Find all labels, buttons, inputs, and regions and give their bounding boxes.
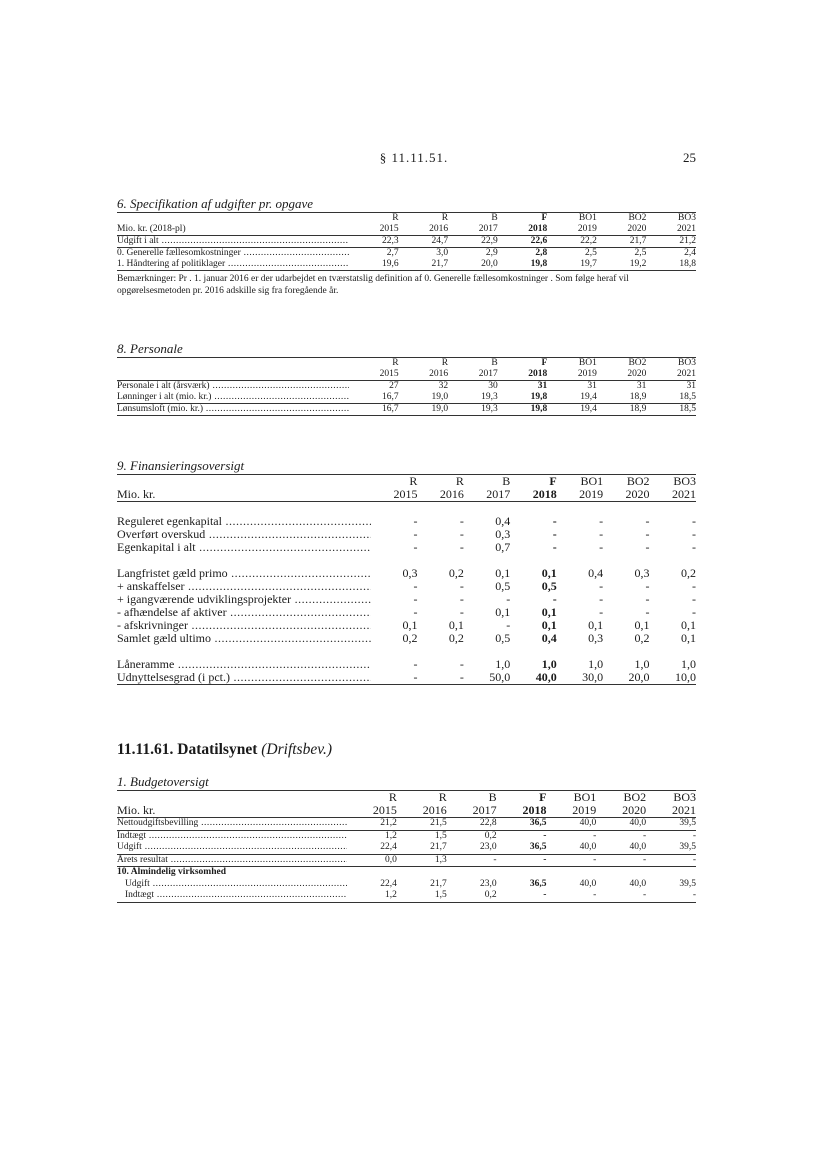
cell-value: 2,5	[584, 248, 597, 258]
cell-value: -	[459, 656, 464, 671]
cell-value: 19,8	[530, 259, 548, 269]
row-label-header: Mio. kr. (2018-pl)	[117, 224, 186, 234]
column-kinds-row	[117, 213, 696, 225]
cell-value: 40,0	[629, 842, 647, 852]
cell-value: 40,0	[579, 878, 597, 889]
column-year-header: 2021	[677, 224, 696, 234]
group-heading: 10. Almindelig virksomhed	[117, 867, 226, 877]
cell-value: 19,3	[481, 404, 498, 414]
cell-value: -	[645, 539, 650, 554]
column-kind-header: B	[502, 474, 511, 488]
cell-value: 2,8	[535, 248, 548, 258]
column-kind-header: B	[491, 358, 498, 368]
cell-value: 21,5	[430, 818, 447, 828]
cell-value: 20,0	[481, 259, 498, 269]
column-kind-header: R	[441, 213, 449, 223]
cell-value: -	[506, 591, 511, 606]
cell-value: 19,4	[580, 392, 597, 402]
column-year-header: 2018	[522, 803, 547, 817]
cell-value: -	[543, 890, 547, 900]
cell-value: -	[692, 830, 697, 841]
cell-value: 0,4	[588, 565, 604, 580]
table-row	[117, 593, 696, 606]
cell-value: -	[692, 854, 697, 865]
cell-value: -	[599, 591, 604, 606]
table-row	[117, 842, 696, 854]
cell-value: 31	[636, 381, 647, 391]
column-year-header: 2020	[622, 803, 647, 817]
cell-value: -	[459, 578, 464, 593]
row-label: Personale i alt (årsværk) .....	[117, 381, 349, 393]
column-kinds-row	[117, 475, 696, 489]
cell-value: 36,5	[529, 878, 547, 889]
section-6-table	[117, 212, 696, 271]
cell-value: 22,3	[381, 236, 399, 246]
cell-value: 19,2	[629, 259, 647, 269]
cell-value: 2,7	[386, 248, 399, 258]
cell-value: 0,2	[484, 830, 497, 841]
row-label: - afskrivninger .....	[117, 619, 371, 632]
column-year-header: 2018	[532, 487, 557, 501]
cell-value: -	[642, 830, 647, 841]
cell-value: 1,0	[495, 656, 511, 671]
column-year-header: 2015	[393, 487, 418, 501]
cell-value: 24,7	[431, 236, 449, 246]
row-label: Årets resultat .....	[117, 854, 347, 867]
column-years-row	[117, 804, 696, 818]
row-label: Udnyttelsesgrad (i pct.) .....	[117, 671, 371, 685]
table-row	[117, 854, 696, 867]
cell-value: 18,5	[679, 392, 696, 402]
section-9-financing	[117, 458, 696, 685]
cell-value: 40,0	[579, 818, 597, 828]
section-8-title: 8. Personale	[117, 341, 183, 356]
cell-value: 36,5	[529, 842, 547, 852]
cell-value: 0,1	[495, 565, 511, 580]
cell-value: -	[645, 578, 650, 593]
cell-value: 0,4	[495, 513, 511, 528]
cell-value: 0,1	[448, 617, 464, 632]
column-kind-header: F	[539, 790, 547, 804]
cell-value: 1,0	[541, 656, 557, 671]
datatilsynet-heading	[117, 741, 696, 759]
table-row	[117, 879, 696, 891]
column-kind-header: F	[541, 358, 548, 368]
cell-value: 22,4	[380, 842, 397, 852]
cell-value: 0,2	[484, 890, 497, 900]
cell-value: -	[645, 513, 650, 528]
table-row	[117, 248, 696, 260]
column-kind-header: F	[549, 474, 557, 488]
cell-value: -	[459, 539, 464, 554]
column-year-header: 2016	[422, 803, 447, 817]
cell-value: 21,7	[629, 236, 647, 246]
column-kind-header: R	[455, 474, 464, 488]
cell-value: 0,1	[634, 617, 650, 632]
cell-value: -	[552, 526, 557, 541]
cell-value: 1,0	[634, 656, 650, 671]
cell-value: 40,0	[579, 842, 597, 852]
column-kind-header: B	[488, 790, 497, 804]
column-kind-header: B	[491, 213, 498, 223]
row-label: Lønninger i alt (mio. kr.) .....	[117, 392, 349, 404]
column-kind-header: BO3	[678, 213, 696, 223]
column-year-header: 2020	[625, 487, 650, 501]
row-label: + igangværende udviklingsprojekter .....	[117, 593, 371, 606]
table-row	[117, 392, 696, 404]
column-year-header: 2019	[577, 224, 597, 234]
cell-value: -	[645, 604, 650, 619]
section-8-table	[117, 357, 696, 416]
remarks-note: Bemærkninger: Pr . 1. januar 2016 er der udarbejdet en tværstatslig definition af 0. Generelle fællesomkostninger . Som følge heraf vil opgørelsesmetoden pr. 2016 adskille sig fra foregående år.	[117, 274, 629, 296]
cell-value: -	[642, 890, 647, 900]
column-kind-header: BO1	[578, 213, 597, 223]
cell-value: 2,5	[634, 248, 647, 258]
cell-value: -	[552, 513, 557, 528]
cell-value: 1,5	[434, 830, 447, 841]
cell-value: -	[692, 604, 696, 619]
cell-value: -	[459, 591, 464, 606]
section-8-personnel	[117, 341, 696, 416]
table-row	[117, 541, 696, 554]
cell-value: 3,0	[436, 248, 449, 258]
cell-value: 0,5	[495, 630, 511, 645]
table-row	[117, 515, 696, 528]
row-label: Udgift .....	[117, 842, 347, 854]
row-label: + anskaffelser .....	[117, 580, 371, 593]
column-year-header: 2020	[627, 369, 647, 379]
cell-value: 10,0	[675, 669, 696, 684]
section-reference: § 11.11.51.	[379, 150, 449, 165]
row-label: 1. Håndtering af politiklager .....	[117, 259, 349, 271]
cell-value: 0,2	[448, 565, 464, 580]
column-year-header: 2021	[677, 369, 696, 379]
cell-value: 0,5	[541, 578, 557, 593]
cell-value: 0,3	[402, 565, 418, 580]
cell-value: 0,2	[402, 630, 418, 645]
row-label: Samlet gæld ultimo .....	[117, 632, 371, 645]
section-1-title: 1. Budgetoversigt	[117, 774, 209, 789]
row-label: Nettoudgiftsbevilling .....	[117, 818, 347, 831]
column-years-row	[117, 224, 696, 236]
cell-value: 19,0	[431, 404, 449, 414]
row-label: 0. Generelle fællesomkostninger .....	[117, 248, 349, 260]
cell-value: 31	[537, 381, 548, 391]
cell-value: 19,8	[530, 392, 548, 402]
cell-value: -	[459, 513, 464, 528]
table-row	[117, 658, 696, 671]
cell-value: 40,0	[535, 669, 557, 684]
cell-value: 0,3	[495, 526, 511, 541]
column-year-header: 2016	[429, 224, 449, 234]
cell-value: -	[543, 830, 547, 841]
column-kind-header: R	[441, 358, 449, 368]
table-row	[117, 528, 696, 541]
column-kind-header: R	[392, 358, 399, 368]
cell-value: -	[692, 513, 696, 528]
column-kind-header: R	[392, 213, 399, 223]
column-kind-header: BO2	[628, 213, 647, 223]
cell-value: 21,2	[679, 236, 696, 246]
cell-value: 2,4	[684, 248, 696, 258]
column-year-header: 2021	[672, 487, 696, 501]
cell-value: 0,3	[588, 630, 604, 645]
cell-value: 19,6	[381, 259, 399, 269]
cell-value: 18,8	[679, 259, 696, 269]
cell-value: 39,5	[679, 842, 697, 852]
cell-value: 0,2	[448, 630, 464, 645]
section-9-table	[117, 474, 696, 685]
cell-value: -	[692, 578, 696, 593]
cell-value: 0,1	[402, 617, 418, 632]
cell-value: -	[543, 854, 547, 865]
cell-value: 0,1	[541, 604, 557, 619]
cell-value: -	[645, 526, 650, 541]
column-kind-header: BO1	[578, 358, 597, 368]
cell-value: 1,2	[384, 890, 397, 900]
table-row	[117, 671, 696, 685]
table-row	[117, 830, 696, 842]
cell-value: 22,4	[380, 878, 397, 889]
cell-value: 0,1	[495, 604, 511, 619]
cell-value: -	[642, 854, 647, 865]
row-label: Langfristet gæld primo .....	[117, 567, 371, 580]
cell-value: 1,0	[681, 656, 696, 671]
cell-value: 0,1	[541, 565, 557, 580]
cell-value: 19,8	[530, 404, 548, 414]
column-kind-header: R	[438, 790, 447, 804]
cell-value: 18,5	[679, 404, 696, 414]
section-1-table	[117, 790, 696, 903]
cell-value: -	[493, 854, 497, 865]
column-kinds-row	[117, 791, 696, 805]
cell-value: 0,2	[681, 565, 696, 580]
cell-value: 0,1	[541, 617, 557, 632]
cell-value: 0,1	[681, 617, 696, 632]
column-year-header: 2020	[627, 224, 647, 234]
row-label: Overført overskud .....	[117, 528, 371, 541]
column-kind-header: BO2	[626, 474, 650, 488]
cell-value: 30	[488, 381, 498, 391]
column-kind-header: BO3	[678, 358, 696, 368]
table-row	[117, 236, 696, 248]
column-year-header: 2019	[577, 369, 597, 379]
cell-value: -	[459, 526, 464, 541]
column-years-row	[117, 369, 696, 381]
cell-value: 0,3	[634, 565, 650, 580]
column-year-header: 2019	[572, 803, 597, 817]
table-row	[117, 404, 696, 416]
column-kind-header: BO1	[573, 790, 597, 804]
cell-value: -	[599, 578, 604, 593]
cell-value: -	[413, 604, 418, 619]
row-label: - afhændelse af aktiver .....	[117, 606, 371, 619]
cell-value: 0,4	[541, 630, 557, 645]
column-year-header: 2019	[579, 487, 604, 501]
cell-value: 18,9	[629, 404, 647, 414]
column-year-header: 2021	[672, 803, 697, 817]
cell-value: 0,1	[681, 630, 696, 645]
cell-value: 30,0	[582, 669, 604, 684]
table-row	[117, 619, 696, 632]
row-label: Reguleret egenkapital .....	[117, 515, 371, 528]
table-row	[117, 818, 696, 831]
column-year-header: 2016	[429, 369, 449, 379]
cell-value: 19,3	[481, 392, 498, 402]
row-label: Egenkapital i alt .....	[117, 541, 371, 554]
cell-value: 0,2	[634, 630, 650, 645]
cell-value: -	[599, 604, 604, 619]
column-year-header: 2018	[528, 369, 548, 379]
column-year-header: 2017	[472, 803, 497, 817]
cell-value: -	[506, 617, 511, 632]
cell-value: -	[459, 604, 464, 619]
cell-value: 0,5	[495, 578, 511, 593]
row-label: Lønsumsloft (mio. kr.) .....	[117, 404, 349, 416]
column-year-header: 2017	[478, 369, 498, 379]
cell-value: -	[413, 539, 418, 554]
cell-value: -	[552, 539, 557, 554]
column-kind-header: BO2	[628, 358, 647, 368]
cell-value: 22,2	[580, 236, 597, 246]
column-years-row	[117, 488, 696, 502]
cell-value: 20,0	[628, 669, 650, 684]
datatilsynet-title: 11.11.61. Datatilsynet	[117, 741, 258, 758]
cell-value: -	[413, 656, 418, 671]
column-year-header: 2017	[478, 224, 498, 234]
cell-value: 19,4	[580, 404, 597, 414]
cell-value: 23,0	[479, 878, 497, 889]
cell-value: -	[413, 513, 418, 528]
column-year-header: 2016	[439, 487, 464, 501]
column-year-header: 2015	[372, 803, 397, 817]
cell-value: 19,0	[431, 392, 449, 402]
column-year-header: 2018	[528, 224, 548, 234]
cell-value: 22,9	[481, 236, 498, 246]
column-kind-header: R	[409, 474, 418, 488]
cell-value: 39,5	[679, 818, 697, 828]
cell-value: 19,7	[580, 259, 597, 269]
group-heading-row	[117, 867, 696, 879]
cell-value: -	[692, 539, 696, 554]
row-label-header: Mio. kr.	[117, 488, 156, 501]
cell-value: 0,0	[384, 854, 397, 865]
cell-value: 50,0	[489, 669, 511, 684]
cell-value: -	[599, 539, 604, 554]
section-6-title: 6. Specifikation af udgifter pr. opgave	[117, 196, 314, 211]
table-row	[117, 580, 696, 593]
cell-value: 1,3	[434, 854, 447, 865]
cell-value: -	[593, 890, 597, 900]
cell-value: -	[413, 669, 418, 684]
cell-value: 40,0	[629, 878, 647, 889]
cell-value: 22,6	[530, 236, 548, 246]
row-label: Låneramme .....	[117, 658, 371, 671]
cell-value: -	[692, 890, 697, 900]
column-kind-header: BO2	[623, 790, 647, 804]
cell-value: 21,2	[380, 818, 397, 828]
cell-value: -	[413, 591, 418, 606]
cell-value: 39,5	[679, 878, 697, 889]
column-kind-header: F	[541, 213, 548, 223]
row-label: Indtægt .....	[117, 890, 347, 902]
table-row	[117, 259, 696, 271]
table-row	[117, 606, 696, 619]
section-1-budget-overview	[117, 774, 696, 903]
cell-value: 2,9	[485, 248, 498, 258]
cell-value: -	[593, 830, 597, 841]
cell-value: -	[599, 513, 604, 528]
cell-value: 18,9	[629, 392, 647, 402]
table-row	[117, 381, 696, 393]
cell-value: 23,0	[479, 842, 497, 852]
cell-value: 31	[686, 381, 696, 391]
cell-value: 16,7	[381, 404, 399, 414]
section-6-expense-specification	[117, 196, 696, 297]
cell-value: 27	[389, 381, 399, 391]
cell-value: -	[593, 854, 597, 865]
cell-value: 1,5	[434, 890, 447, 900]
cell-value: -	[413, 578, 418, 593]
cell-value: 21,7	[430, 842, 447, 852]
cell-value: -	[552, 591, 557, 606]
cell-value: -	[645, 591, 650, 606]
row-label: Udgift i alt .....	[117, 236, 349, 248]
column-year-header: 2015	[379, 369, 399, 379]
row-label: Udgift .....	[117, 879, 347, 891]
table-row	[117, 567, 696, 580]
cell-value: 36,5	[529, 818, 547, 828]
table-row	[117, 890, 696, 902]
cell-value: -	[599, 526, 604, 541]
cell-value: 22,8	[479, 818, 497, 828]
column-kinds-row	[117, 358, 696, 370]
cell-value: 0,7	[495, 539, 511, 554]
column-year-header: 2017	[486, 487, 511, 501]
cell-value: -	[459, 669, 464, 684]
cell-value: 16,7	[381, 392, 399, 402]
row-label-header: Mio. kr.	[117, 804, 156, 817]
cell-value: -	[692, 526, 696, 541]
column-kind-header: BO1	[580, 474, 604, 488]
cell-value: -	[692, 591, 696, 606]
datatilsynet-subtitle: (Driftsbev.)	[261, 741, 332, 758]
cell-value: 40,0	[629, 818, 647, 828]
row-label: Indtægt .....	[117, 830, 347, 842]
cell-value: 1,2	[384, 830, 397, 841]
cell-value: 21,7	[431, 259, 449, 269]
cell-value: 21,7	[430, 878, 447, 889]
page-number: 25	[683, 150, 696, 165]
column-kind-header: R	[388, 790, 397, 804]
table-row	[117, 632, 696, 645]
cell-value: 1,0	[588, 656, 604, 671]
cell-value: -	[413, 526, 418, 541]
column-year-header: 2015	[379, 224, 399, 234]
cell-value: 32	[438, 381, 449, 391]
section-9-title: 9. Finansieringsoversigt	[117, 458, 245, 473]
column-kind-header: BO3	[673, 474, 696, 488]
cell-value: 31	[587, 381, 597, 391]
cell-value: 0,1	[588, 617, 604, 632]
column-kind-header: BO3	[673, 790, 697, 804]
